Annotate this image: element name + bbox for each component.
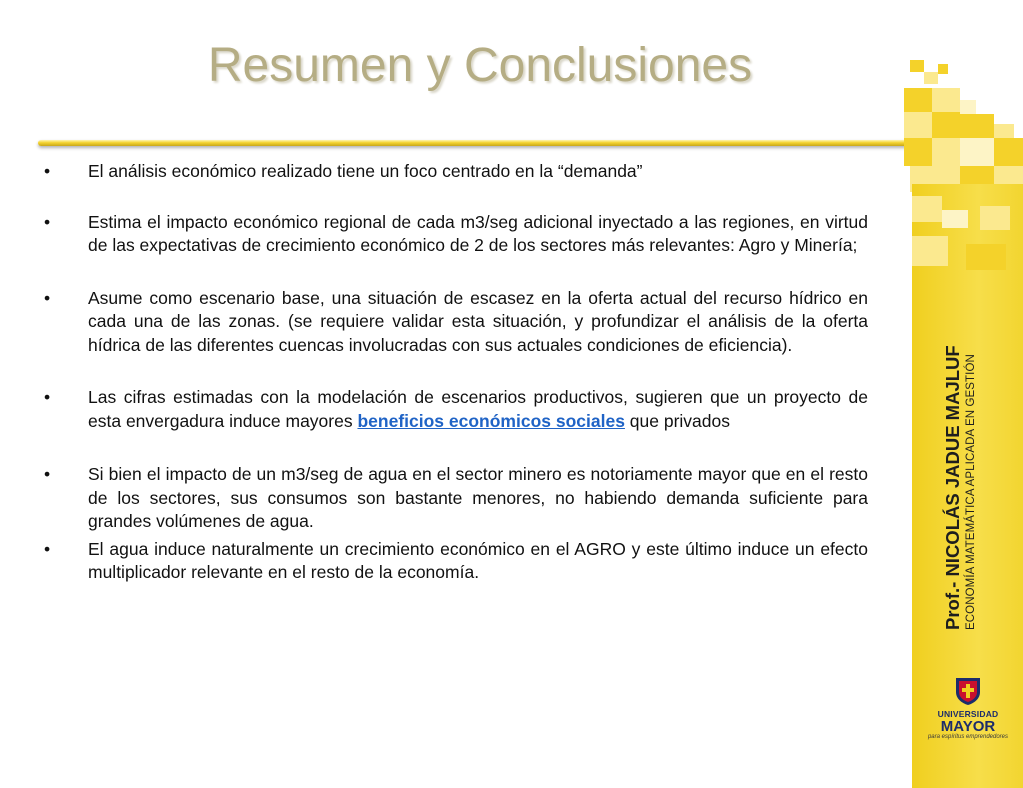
- bullet-text-before: Las cifras estimadas con la modelación de escenarios productivos, sugieren que un proyecto de esta envergadura induce mayores: [88, 387, 868, 431]
- bullet-item: [44, 160, 868, 184]
- bullet-marker: •: [44, 538, 51, 559]
- bullet-marker: •: [44, 464, 51, 484]
- title-divider: [38, 140, 908, 146]
- bullet-list: [44, 160, 868, 585]
- bullet-marker: •: [44, 161, 51, 181]
- bullet-text: El agua induce naturalmente un crecimiento económico en el AGRO y este último induce un efecto multiplicador relevante en el resto de la economía.: [88, 538, 868, 582]
- bullet-item: [44, 463, 868, 534]
- logo-line-2: MAYOR: [940, 718, 996, 735]
- bullet-text: Asume como escenario base, una situación de escasez en la oferta actual del recurso hídrico en cada una de las zonas. (se requiere validar esta situación, y profundizar el análisis de la oferta hídrica de las diferentes cuencas involucradas con sus actuales condiciones de eficiencia).: [88, 287, 868, 355]
- bullet-text: El análisis económico realizado tiene un foco centrado en la “demanda”: [88, 161, 643, 181]
- bullet-item: [44, 211, 868, 258]
- bullet-item: [44, 386, 868, 433]
- bullet-item: [44, 287, 868, 358]
- university-logo: [922, 676, 1014, 740]
- professor-name: Prof.- NICOLÁS JADUE MAJLUF: [942, 345, 963, 630]
- course-name: ECONOMÍA MATEMÁTICA APLICADA EN GESTIÓN: [965, 354, 977, 630]
- bullet-item: [44, 538, 868, 585]
- slide-title: Resumen y Conclusiones: [207, 39, 753, 92]
- logo-line-1: UNIVERSIDAD: [937, 709, 999, 719]
- shield-icon: [954, 676, 982, 706]
- bullet-marker: •: [44, 211, 51, 232]
- bullet-marker: •: [44, 287, 51, 308]
- logo-tagline: para espíritus emprendedores: [927, 734, 1009, 740]
- highlight-link: beneficios económicos sociales: [357, 410, 625, 431]
- bullet-marker: •: [44, 387, 51, 407]
- bullet-text-after: que privados: [624, 410, 731, 431]
- sidebar-credits: [942, 290, 979, 630]
- bullet-text: Si bien el impacto de un m3/seg de agua en el sector minero es notoriamente mayor que en el resto de los sectores, sus consumos son bastante menores, no habiendo demanda suficiente para grandes volúmenes de agua.: [88, 464, 868, 531]
- bullet-text: Estima el impacto económico regional de cada m3/seg adicional inyectado a las regiones, en virtud de las expectativas de crecimiento económico de 2 de los sectores más relevantes: Agro y Minería;: [88, 211, 868, 255]
